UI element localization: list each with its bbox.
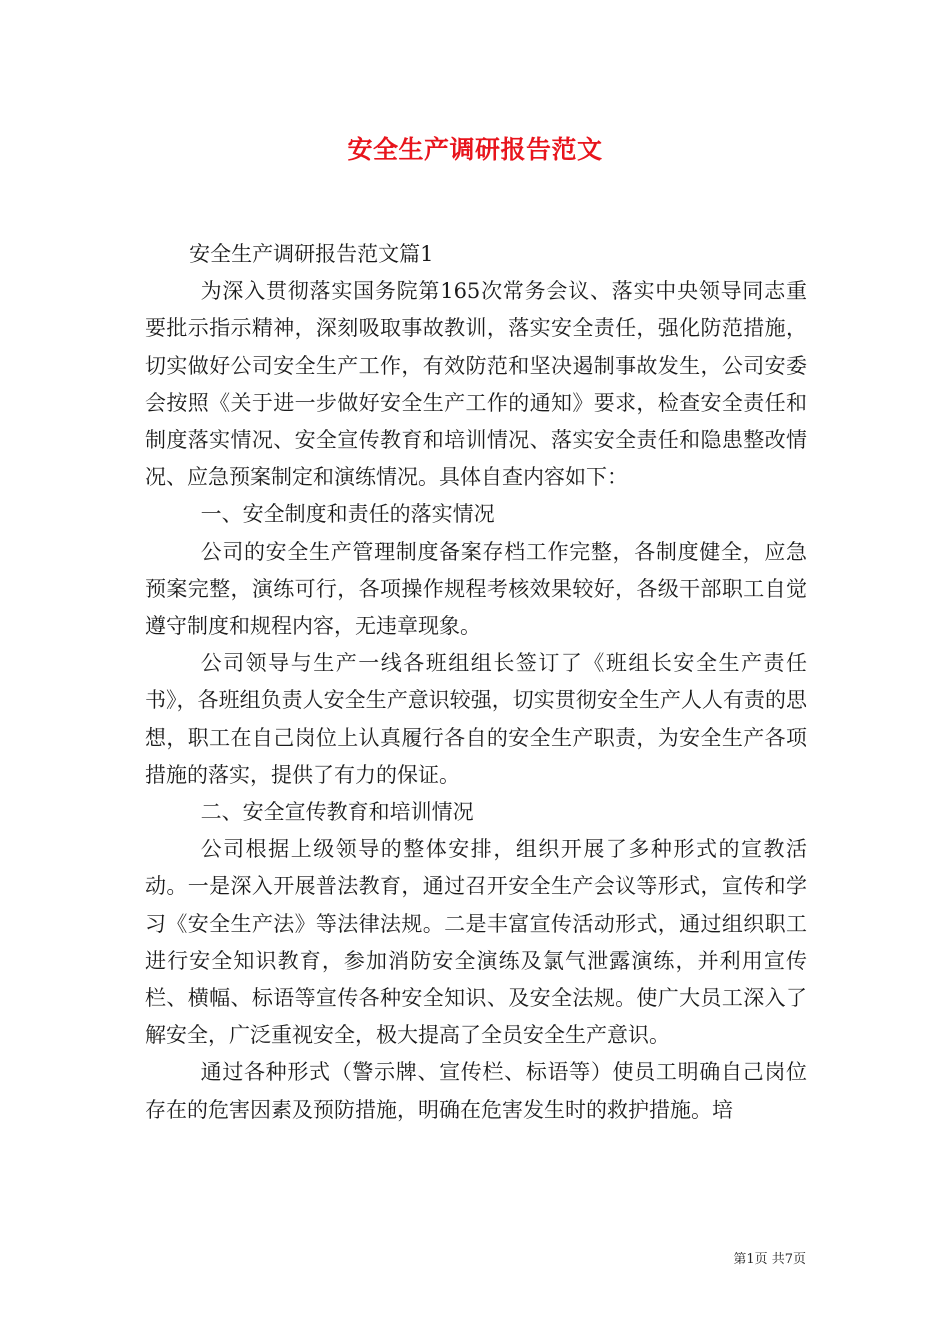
document-title: 安全生产调研报告范文 bbox=[347, 135, 603, 164]
paragraph: 通过各种形式（警示牌、宣传栏、标语等）使员工明确自己岗位存在的危害因素及预防措施，明确在危害发生时的救护措施。培 bbox=[145, 1060, 807, 1122]
page-number: 第1页 共7页 bbox=[733, 1252, 806, 1267]
section-heading: 二、安全宣传教育和培训情况 bbox=[200, 800, 474, 825]
paragraph: 公司根据上级领导的整体安排，组织开展了多种形式的宣教活动。一是深入开展普法教育，通过召开安全生产会议等形式，宣传和学习《安全生产法》等法律法规。二是丰富宣传活动形式，通过组织职工进行安全知识教育，参加消防安全演练及氯气泄露演练，并利用宣传栏、横幅、标语等宣传各种安全知识、及安全法规。使广大员工深入了解安全，广泛重视安全，极大提高了全员安全生产意识。 bbox=[145, 837, 807, 1048]
paragraph: 公司领导与生产一线各班组组长签订了《班组长安全生产责任书》，各班组负责人安全生产意识较强，切实贯彻安全生产人人有责的思想，职工在自己岗位上认真履行各自的安全生产职责，为安全生产各项措施的落实，提供了有力的保证。 bbox=[145, 651, 807, 787]
document-body bbox=[145, 236, 807, 1129]
paragraph: 公司的安全生产管理制度备案存档工作完整，各制度健全，应急预案完整，演练可行，各项操作规程考核效果较好，各级干部职工自觉遵守制度和规程内容，无违章现象。 bbox=[145, 539, 807, 639]
section-heading: 安全生产调研报告范文篇1 bbox=[189, 242, 434, 266]
section-heading: 一、安全制度和责任的落实情况 bbox=[200, 502, 495, 527]
paragraph: 为深入贯彻落实国务院第165次常务会议、落实中央领导同志重要批示指示精神，深刻吸取事故教训，落实安全责任，强化防范措施，切实做好公司安全生产工作，有效防范和坚决遏制事故发生，公司安委会按照《关于进一步做好安全生产工作的通知》要求，检查安全责任和制度落实情况、安全宣传教育和培训情况、落实安全责任和隐患整改情况、应急预案制定和演练情况。具体自查内容如下： bbox=[145, 279, 807, 490]
